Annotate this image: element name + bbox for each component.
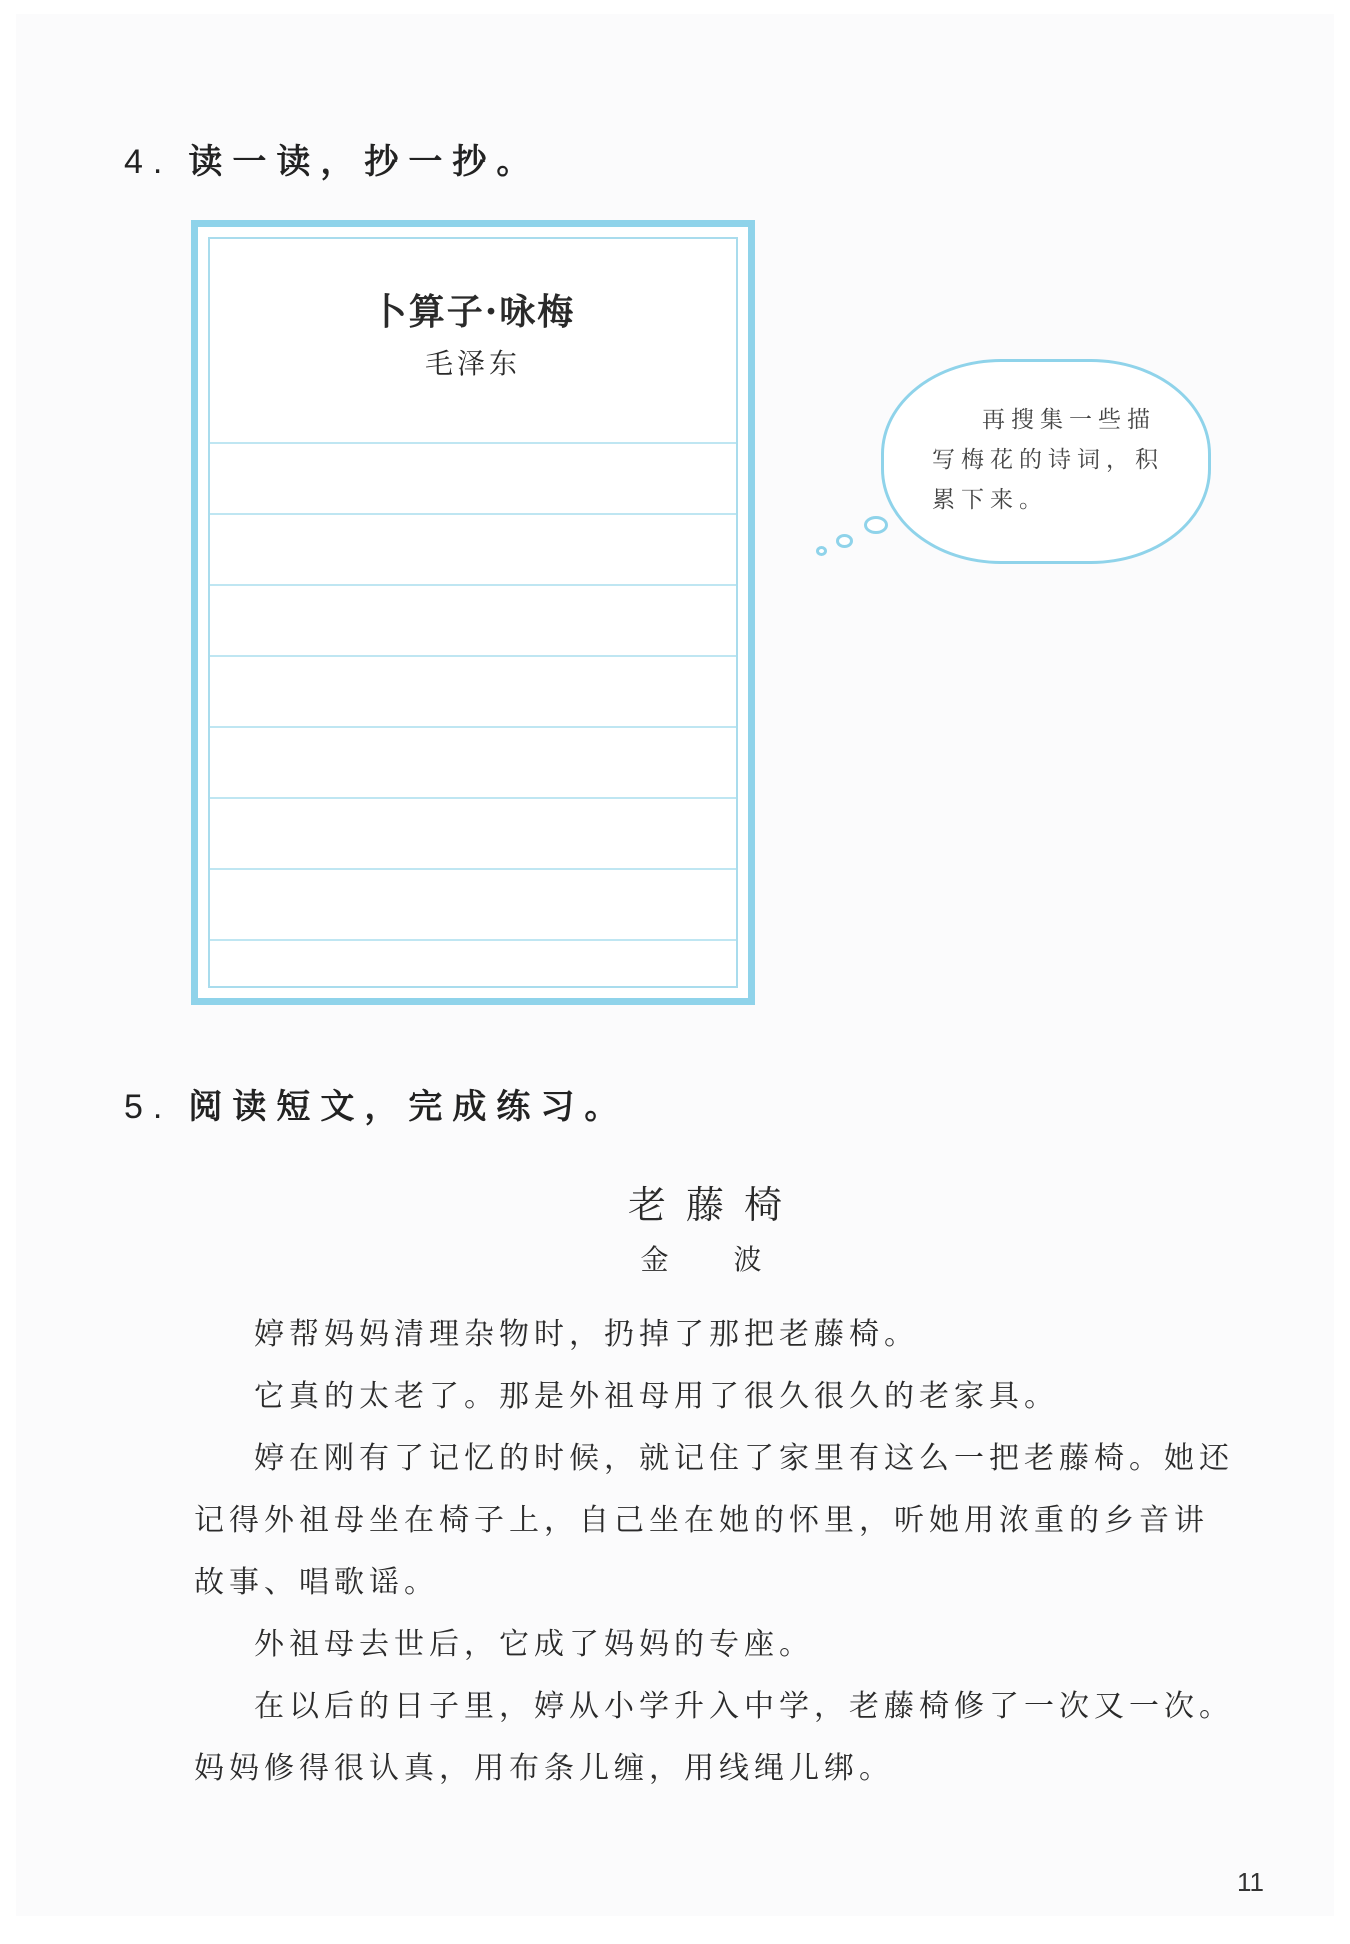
article-paragraph: 在以后的日子里，婷从小学升入中学，老藤椅修了一次又一次。妈妈修得很认真，用布条儿缠，用线绳儿绑。 [194,1689,1234,1786]
article-paragraph: 外祖母去世后，它成了妈妈的专座。 [254,1627,814,1662]
thought-bubble-dot [864,516,888,534]
tip-line: 累下来。 [932,487,1048,513]
writing-line[interactable] [210,513,736,515]
article-paragraph: 婷帮妈妈清理杂物时，扔掉了那把老藤椅。 [254,1317,919,1352]
poem-author: 毛泽东 [424,347,521,380]
copy-box-inner-frame [208,237,738,988]
article-title: 老藤椅 [627,1183,802,1227]
question-4-heading [124,134,540,183]
thought-bubble-dot [836,534,853,548]
article-paragraph: 它真的太老了。那是外祖母用了很久很久的老家具。 [254,1379,1059,1414]
tip-line: 再搜集一些描 [982,407,1156,433]
writing-line[interactable] [210,584,736,586]
tip-text [932,400,1172,520]
tip-line: 写梅花的诗词，积 [932,447,1164,473]
writing-line[interactable] [210,655,736,657]
page-number: 11 [1237,1867,1264,1897]
workbook-page [16,14,1334,1916]
question-5-heading [124,1079,628,1128]
writing-line[interactable] [210,726,736,728]
writing-line[interactable] [210,797,736,799]
article-paragraph: 婷在刚有了记忆的时候，就记住了家里有这么一把老藤椅。她还记得外祖母坐在椅子上，自己坐在她的怀里，听她用浓重的乡音讲故事、唱歌谣。 [194,1441,1234,1600]
article-author: 金 波 [640,1243,790,1276]
copy-writing-box [191,220,755,1005]
question-instruction: 阅读短文，完成练习。 [188,1087,629,1127]
question-instruction: 读一读，抄一抄。 [188,142,541,182]
poem-title: 卜算子·咏梅 [370,291,576,333]
writing-line[interactable] [210,868,736,870]
thought-bubble-dot [816,546,827,556]
writing-line[interactable] [210,939,736,941]
article-body [194,1304,1234,1800]
thought-bubble [881,359,1211,564]
question-number: 5. [124,1088,173,1126]
question-number: 4. [124,143,173,181]
writing-line[interactable] [210,442,736,444]
